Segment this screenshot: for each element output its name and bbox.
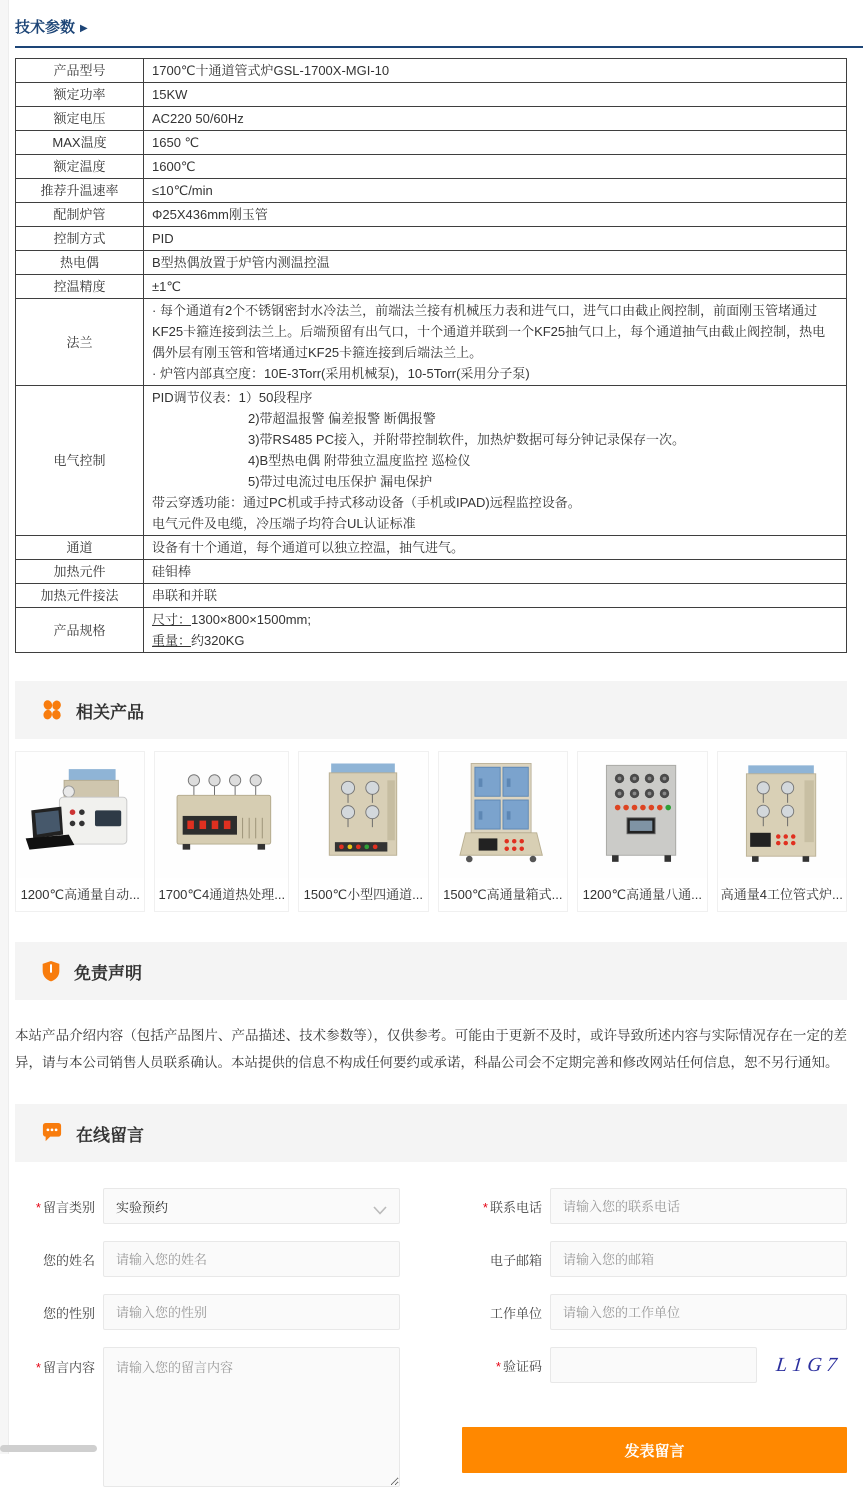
company-label: 工作单位 — [489, 1305, 542, 1321]
shield-icon — [41, 960, 61, 982]
spec-value: PID — [152, 231, 174, 246]
email-label: 电子邮箱 — [489, 1252, 542, 1268]
spec-value — [144, 608, 847, 653]
product-image — [16, 752, 144, 878]
spec-label: 电气控制 — [16, 386, 144, 536]
spec-value: 1700℃十通道管式炉GSL-1700X-MGI-10 — [152, 63, 390, 78]
product-title[interactable]: 高通量4工位管式炉... — [720, 887, 843, 902]
spec-label: 通道 — [16, 536, 144, 560]
table-row — [16, 386, 847, 536]
dimension-value: 1300×800×1500mm; — [191, 612, 311, 627]
company-input[interactable] — [550, 1294, 847, 1330]
table-row — [16, 227, 847, 251]
required-star: * — [35, 1360, 41, 1375]
spec-label: 配制炉管 — [16, 203, 144, 227]
spec-label: 控温精度 — [16, 275, 144, 299]
captcha-and-submit — [462, 1347, 847, 1487]
spec-label: 额定电压 — [16, 107, 144, 131]
field-captcha — [462, 1347, 847, 1383]
spec-label: 产品型号 — [16, 59, 144, 83]
message-type-select[interactable] — [103, 1188, 400, 1224]
captcha-label: 验证码 — [502, 1358, 542, 1374]
message-type-value: 实验预约 — [116, 1199, 169, 1215]
product-title[interactable]: 1200℃高通量八通... — [582, 887, 702, 902]
disclaimer-banner — [15, 942, 847, 1000]
gender-label: 您的性别 — [42, 1305, 95, 1321]
content-area — [15, 0, 847, 1487]
required-star: * — [35, 1199, 41, 1215]
related-product-card[interactable] — [577, 751, 707, 912]
spec-label: 推荐升温速率 — [16, 179, 144, 203]
message-form — [15, 1188, 847, 1487]
spec-label: 额定温度 — [16, 155, 144, 179]
product-image — [578, 752, 706, 878]
spec-table — [15, 58, 847, 653]
weight-key: 重量： — [152, 633, 192, 648]
related-products-row — [15, 751, 847, 912]
spec-value: Φ25X436mm刚玉管 — [152, 207, 268, 222]
disclaimer-text: 本站产品介绍内容（包括产品图片、产品描述、技术参数等），仅供参考。可能由于更新不及时，或许导致所述内容与实际情况存在一定的差异，请与本公司销售人员联系确认。本站提供的信息不构成任何要约或承诺，科晶公司会不定期完善和修改网站任何信息，恕不另行通知。 — [15, 1028, 847, 1070]
table-row — [16, 59, 847, 83]
tech-params-heading — [15, 0, 863, 48]
spec-value: AC220 50/60Hz — [152, 111, 244, 126]
captcha-input[interactable] — [550, 1347, 757, 1383]
required-star: * — [495, 1358, 501, 1374]
spec-value: 1650 ℃ — [152, 135, 200, 150]
weight-value: 约320KG — [191, 633, 245, 648]
table-row — [16, 536, 847, 560]
product-title[interactable]: 1700℃4通道热处理... — [158, 887, 286, 902]
online-message-title: 在线留言 — [76, 1125, 144, 1145]
field-phone — [462, 1188, 847, 1224]
table-row — [16, 584, 847, 608]
field-name — [15, 1241, 400, 1277]
spec-label: 法兰 — [16, 299, 144, 386]
spec-value: 串联和并联 — [152, 588, 218, 603]
spec-value: 设备有十个通道，每个通道可以独立控温，抽气进气。 — [152, 540, 465, 555]
spec-value: 1600℃ — [152, 159, 196, 174]
online-message-banner — [15, 1104, 847, 1162]
phone-input[interactable] — [550, 1188, 847, 1224]
name-input[interactable] — [103, 1241, 400, 1277]
field-email — [462, 1241, 847, 1277]
chevron-down-icon — [373, 1203, 387, 1218]
product-image — [439, 752, 567, 878]
field-message-type — [15, 1188, 400, 1224]
spec-value: 15KW — [152, 87, 188, 102]
related-product-card[interactable] — [154, 751, 289, 912]
product-image — [299, 752, 427, 878]
spec-label: 加热元件 — [16, 560, 144, 584]
table-row — [16, 299, 847, 386]
related-product-card[interactable] — [298, 751, 428, 912]
name-label: 您的姓名 — [42, 1252, 95, 1268]
product-title[interactable]: 1200℃高通量自动... — [20, 887, 140, 902]
spec-value: 硅钼棒 — [152, 564, 192, 579]
disclaimer-title: 免责声明 — [74, 963, 142, 983]
related-products-title: 相关产品 — [76, 702, 144, 722]
captcha-image[interactable]: L1G7 — [775, 1353, 843, 1376]
gender-input[interactable] — [103, 1294, 400, 1330]
tech-params-title: 技术参数 — [15, 19, 76, 36]
message-type-label: 留言类别 — [42, 1199, 95, 1215]
required-star: * — [482, 1199, 488, 1215]
table-row — [16, 203, 847, 227]
table-row — [16, 251, 847, 275]
spec-label: 控制方式 — [16, 227, 144, 251]
table-row — [16, 107, 847, 131]
table-row — [16, 275, 847, 299]
table-row — [16, 179, 847, 203]
spec-label: 加热元件接法 — [16, 584, 144, 608]
field-content — [15, 1347, 400, 1487]
related-products-banner — [15, 681, 847, 739]
table-row — [16, 131, 847, 155]
spec-value: ±1℃ — [152, 279, 181, 294]
table-row — [16, 155, 847, 179]
email-input[interactable] — [550, 1241, 847, 1277]
submit-button[interactable]: 发表留言 — [462, 1427, 847, 1473]
page-left-gutter — [0, 0, 9, 1454]
related-product-card[interactable] — [438, 751, 568, 912]
product-image — [155, 752, 288, 878]
field-gender — [15, 1294, 400, 1330]
table-row — [16, 560, 847, 584]
spec-label: MAX温度 — [16, 131, 144, 155]
product-title[interactable]: 1500℃小型四通道... — [303, 887, 423, 902]
field-company — [462, 1294, 847, 1330]
dimension-key: 尺寸： — [152, 612, 192, 627]
spec-value: PID调节仪表：1）50段程序 2)带超温报警 偏差报警 断偶报警 3)带RS485 PC接入，并附带控制软件，加热炉数据可每分钟记录保存一次。 4)B型热电偶 附带独立温度监控 巡检仪 5)带过电流过电压保护 漏电保护 带云穿透功能：通过PC机或手持式移动设备（手机或IPAD)远程监控设备。 电气元件及电缆，冷压端子均符合UL认证标准 — [144, 386, 847, 536]
table-row — [16, 608, 847, 653]
spec-label: 额定功率 — [16, 83, 144, 107]
product-title[interactable]: 1500℃高通量箱式... — [443, 887, 563, 902]
content-textarea[interactable] — [103, 1347, 400, 1487]
clover-icon — [41, 699, 63, 721]
related-product-card[interactable] — [15, 751, 145, 912]
spec-label: 产品规格 — [16, 608, 144, 653]
arrow-right-icon: ▶ — [80, 23, 88, 34]
spec-label: 热电偶 — [16, 251, 144, 275]
related-product-card[interactable] — [717, 751, 847, 912]
spec-value: · 每个通道有2个不锈钢密封水冷法兰，前端法兰接有机械压力表和进气口，进气口由截止阀控制，前面刚玉管堵通过KF25卡箍连接到法兰上。后端预留有出气口，十个通道并联到一个KF25抽气口上，每个通道抽气由截止阀控制，热电偶外层有刚玉管和管堵通过KF25卡箍连接到后端法兰上。 · 炉管内部真空度：10E-3Torr(采用机械泵)，10-5Torr(采用分子泵) — [144, 299, 847, 386]
spec-value: B型热偶放置于炉管内测温控温 — [152, 255, 330, 270]
spec-value: ≤10℃/min — [152, 183, 213, 198]
chat-bubble-icon — [41, 1123, 63, 1143]
product-image — [718, 752, 846, 878]
table-row — [16, 83, 847, 107]
phone-label: 联系电话 — [489, 1199, 542, 1215]
content-label: 留言内容 — [42, 1360, 95, 1375]
